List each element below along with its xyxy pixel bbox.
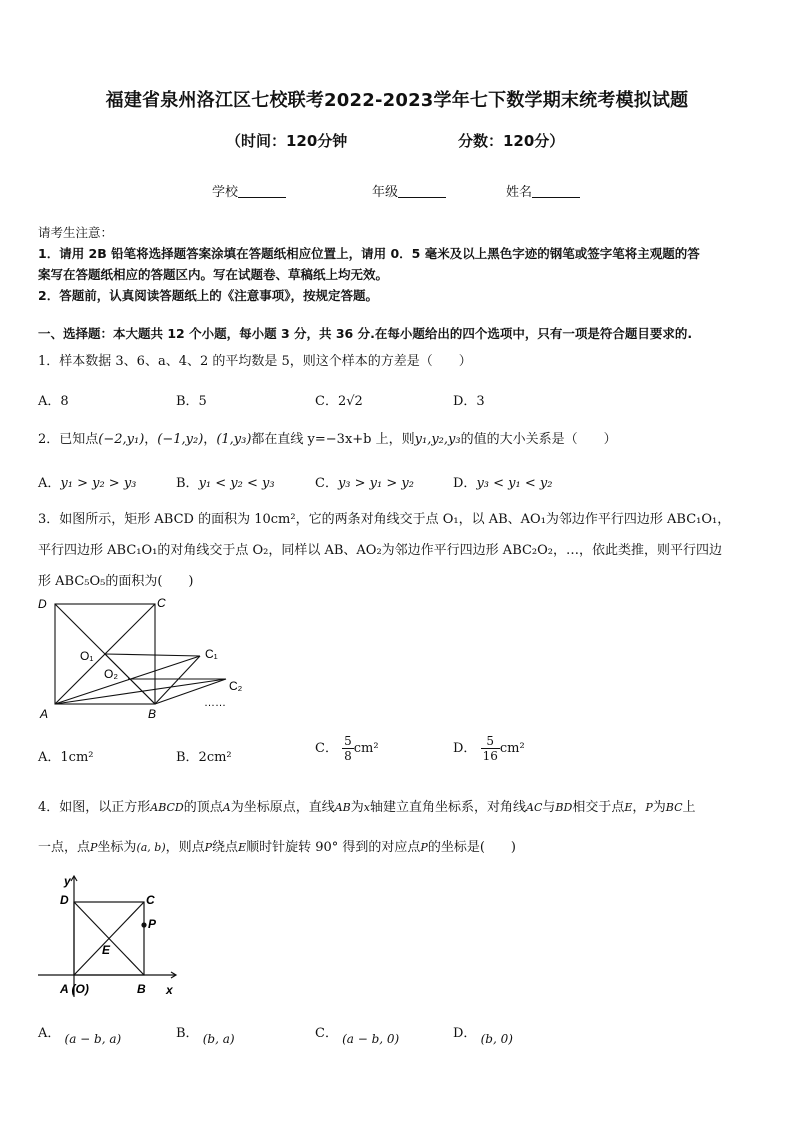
- q4-text: ，则点: [165, 840, 205, 855]
- q4-text: 为: [652, 800, 666, 815]
- section-1-heading: 一、选择题：本大题共 12 个小题，每小题 3 分，共 36 分.在每小题给出的四个选项中，只有一项是符合题目要求的.: [38, 326, 693, 341]
- q2-option-c: [315, 472, 414, 491]
- q1-option-a: A．8: [38, 394, 69, 409]
- q4-option-c-label: C．: [315, 1026, 338, 1041]
- question-4-stem: [38, 788, 763, 868]
- q1-option-c: [315, 390, 363, 409]
- q1-option-d: D．3: [453, 394, 485, 409]
- q4-label-c: C: [146, 893, 155, 907]
- q4-text: 上: [682, 800, 696, 815]
- segment-o1-c1: [105, 654, 200, 656]
- q3-label-c2: C₂: [229, 679, 243, 693]
- q3-label-dots: ……: [204, 697, 226, 709]
- q3-option-c: [315, 734, 379, 763]
- q3-option-c-denominator: 8: [344, 749, 352, 763]
- q4-option-b: [176, 1022, 235, 1046]
- q3-stem-line-3: 形 ABC₅O₅的面积为( ): [38, 574, 194, 589]
- q2-option-a-value: y₁ > y₂ > y₃: [60, 476, 137, 491]
- grade-label: 年级: [372, 185, 399, 200]
- notice-item-1-line-1: 1．请用 2B 铅笔将选择题答案涂填在答题纸相应位置上，请用 0．5 毫米及以上黑色字迹的钢笔或签字笔将主观题的答: [38, 246, 700, 261]
- q2-option-b: [176, 472, 275, 491]
- q2-point-2: (−1,y₂): [157, 432, 204, 447]
- q2-option-d-label: D．: [453, 476, 477, 491]
- q2-option-c-label: C．: [315, 476, 338, 491]
- q4-math-bd: BD: [555, 801, 573, 814]
- notice-item-2: 2．答题前，认真阅读答题纸上的《注意事项》，按规定答题。: [38, 288, 378, 303]
- q4-stem-line-1: [38, 788, 763, 828]
- name-label: 姓名: [506, 185, 533, 200]
- exam-title: 福建省泉州洛江区七校联考2022-2023学年七下数学期末统考模拟试题: [105, 90, 689, 111]
- diagonal-ac2: [55, 679, 226, 704]
- school-label: 学校: [212, 185, 239, 200]
- q2-stem-mid: 都在直线 y=−3x+b 上，则: [251, 432, 415, 447]
- q4-label-p: P: [148, 917, 157, 931]
- q3-option-c-numerator: 5: [344, 734, 352, 748]
- q4-option-d: [453, 1022, 513, 1046]
- q3-option-c-unit: cm²: [353, 741, 379, 756]
- q2-point-3: (1,y₃): [216, 432, 252, 447]
- q4-math-e: E: [238, 841, 247, 854]
- q4-math-abcd: ABCD: [150, 801, 184, 814]
- point-p: [141, 922, 146, 927]
- q2-option-b-label: B．: [176, 476, 199, 491]
- q4-math-ac: AC: [526, 801, 543, 814]
- q3-option-d-denominator: 16: [482, 749, 498, 763]
- q4-text: 绕点: [212, 840, 239, 855]
- q3-option-d: [453, 734, 525, 763]
- q4-text: ，: [632, 800, 646, 815]
- q3-label-c: C: [157, 596, 166, 610]
- q1-option-b: B．5: [176, 394, 207, 409]
- q3-label-b: B: [148, 707, 157, 721]
- q4-math-p: P: [204, 841, 213, 854]
- q3-stem-line-2: 平行四边形 ABC₁O₁的对角线交于点 O₂，同样以 AB、AO₂为邻边作平行四边形 ABC₂O₂，…，依此类推，则平行四边: [38, 543, 723, 558]
- notice-heading: 请考生注意：: [38, 225, 114, 240]
- q4-option-a-label: A．: [38, 1026, 61, 1041]
- q4-text: 一点，点: [38, 840, 91, 855]
- q4-option-d-label: D．: [453, 1026, 477, 1041]
- q4-text: 为: [350, 800, 364, 815]
- q4-math-p: P: [420, 841, 428, 854]
- q4-math-ab: AB: [334, 801, 351, 814]
- q3-label-o2: O₂: [104, 667, 118, 681]
- q3-option-d-unit: cm²: [499, 741, 525, 756]
- q3-figure: [30, 594, 260, 724]
- q2-stem-pre: 2．已知点: [38, 432, 99, 447]
- q4-text: 为坐标原点，直线: [230, 800, 335, 815]
- q4-text: 与: [542, 800, 556, 815]
- q4-figure: [36, 872, 186, 1000]
- name-field: [506, 181, 580, 200]
- q4-text: 4．如图，以正方形: [38, 800, 151, 815]
- q2-vars: y₁,y₂,y₃: [414, 432, 461, 447]
- q1-option-c-label: C．: [315, 394, 338, 409]
- q1-option-c-value: 2√2: [337, 394, 363, 409]
- q4-stem-line-2: [38, 828, 763, 868]
- q3-option-c-label: C．: [315, 741, 338, 756]
- q4-text: 顺时针旋转 90° 得到的对应点: [246, 840, 421, 855]
- q3-option-d-numerator: 5: [481, 734, 500, 749]
- q4-label-a-origin: A (O): [60, 982, 89, 996]
- q4-math-e: E: [624, 801, 633, 814]
- question-2-stem: 2．已知点(−2,y₁)，(−1,y₂)，(1,y₃)都在直线 y=−3x+b 上，则y₁,y₂,y₃的值的大小关系是（ ）: [38, 432, 617, 447]
- q4-option-a-value: (a − b, a): [64, 1032, 122, 1046]
- q2-option-a: [38, 472, 136, 491]
- q2-option-a-label: A．: [38, 476, 61, 491]
- q3-label-c1: C₁: [205, 647, 218, 661]
- q4-math-bc: BC: [665, 801, 683, 814]
- q2-option-d: [453, 472, 552, 491]
- q3-option-a: A．1cm²: [38, 750, 94, 765]
- q4-text: 的坐标是( ): [427, 840, 516, 855]
- grade-blank: [398, 185, 446, 198]
- q4-text: 相交于点: [572, 800, 625, 815]
- q4-math-ab-coords: (a, b): [136, 841, 166, 854]
- q4-text: 坐标为: [97, 840, 137, 855]
- q4-option-b-value: (b, a): [202, 1032, 235, 1046]
- q4-option-c-value: (a − b, 0): [342, 1032, 400, 1046]
- q4-option-b-label: B．: [176, 1026, 199, 1041]
- q3-option-b: B．2cm²: [176, 750, 232, 765]
- question-3-stem: [38, 504, 763, 597]
- grade-field: [372, 181, 446, 200]
- q3-label-d: D: [38, 597, 47, 611]
- q3-label-a: A: [40, 707, 49, 721]
- q4-math-p: P: [90, 841, 98, 854]
- exam-time: （时间：120分钟: [226, 132, 348, 150]
- q4-label-b: B: [137, 982, 146, 996]
- q4-label-e: E: [102, 943, 111, 957]
- notice-block: [38, 222, 758, 306]
- name-blank: [532, 185, 580, 198]
- school-field: [212, 181, 286, 200]
- q4-text: 的顶点: [183, 800, 223, 815]
- exam-score: 分数：120分）: [458, 132, 565, 150]
- q4-math-x: x: [363, 801, 370, 814]
- q4-label-y: y: [64, 874, 71, 888]
- q4-label-x: x: [166, 983, 173, 997]
- q2-option-b-value: y₁ < y₂ < y₃: [198, 476, 275, 491]
- q4-option-d-value: (b, 0): [480, 1032, 513, 1046]
- school-blank: [238, 185, 286, 198]
- notice-item-1-line-2: 案写在答题纸相应的答题区内。写在试题卷、草稿纸上均无效。: [38, 267, 389, 282]
- q4-option-c: [315, 1022, 400, 1046]
- question-1-stem: 1．样本数据 3、6、a、4、2 的平均数是 5，则这个样本的方差是（ ）: [38, 354, 472, 369]
- q4-option-a: [38, 1022, 122, 1046]
- q2-option-d-value: y₃ < y₁ < y₂: [476, 476, 553, 491]
- q3-option-d-fraction: [481, 734, 500, 763]
- q2-point-1: (−2,y₁): [98, 432, 145, 447]
- q3-stem-line-1: 3．如图所示，矩形 ABCD 的面积为 10cm²，它的两条对角线交于点 O₁，以 AB、AO₁为邻边作平行四边形 ABC₁O₁，: [38, 512, 731, 527]
- q2-option-c-value: y₃ > y₁ > y₂: [337, 476, 414, 491]
- q4-math-p: P: [645, 801, 653, 814]
- q3-option-c-fraction: [342, 734, 354, 763]
- q3-label-o1: O₁: [80, 649, 94, 663]
- q3-option-d-label: D．: [453, 741, 477, 756]
- q4-text: 轴建立直角坐标系，对角线: [370, 800, 527, 815]
- q4-label-d: D: [60, 893, 69, 907]
- q4-math-a: A: [222, 801, 231, 814]
- q2-stem-post: 的值的大小关系是（ ）: [460, 432, 617, 447]
